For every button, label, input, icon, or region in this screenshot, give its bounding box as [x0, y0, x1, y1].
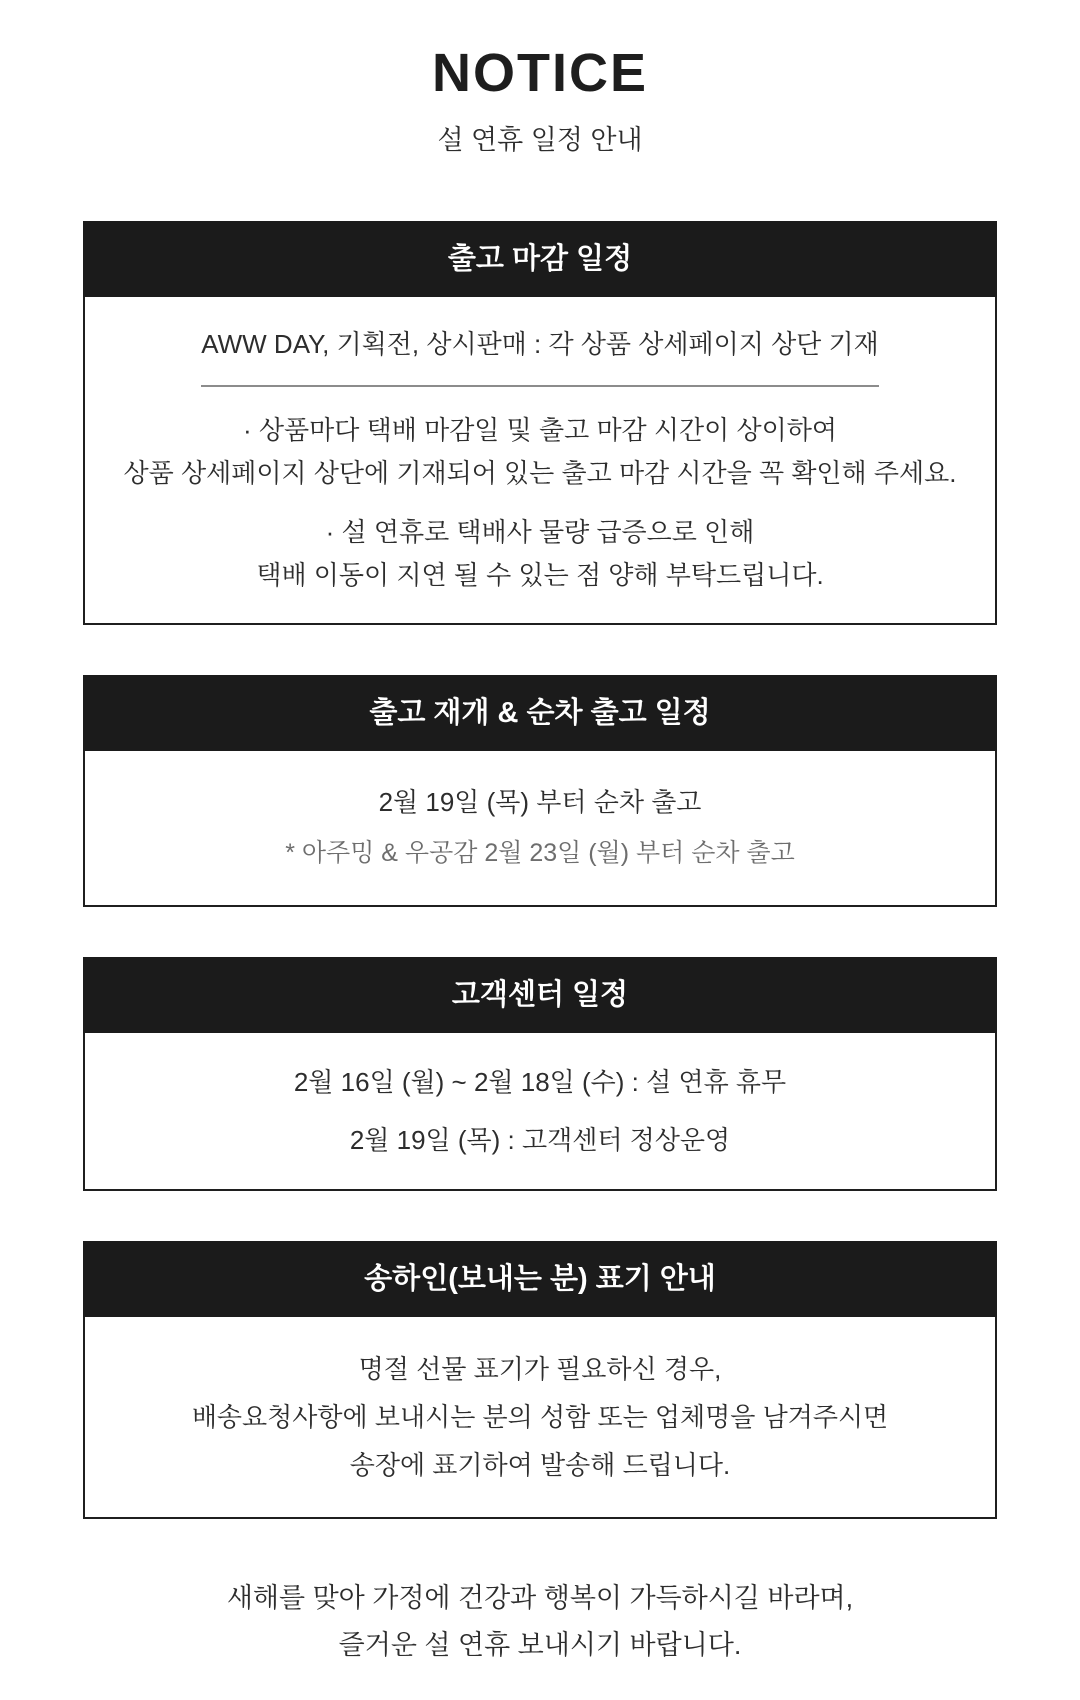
sender-label-line: 송장에 표기하여 발송해 드립니다.: [349, 1450, 731, 1480]
section-sender-label: [83, 1241, 997, 1519]
footer-greeting: [0, 1575, 1080, 1669]
footer-line: 즐거운 설 연휴 보내시기 바랍니다.: [338, 1630, 742, 1660]
shipping-deadline-note-2: [101, 511, 979, 597]
footer-line: 새해를 맞아 가정에 건강과 행복이 가득하시길 바라며,: [226, 1583, 854, 1613]
shipping-deadline-note-1: [101, 409, 979, 495]
section-shipping-deadline-header: 출고 마감 일정: [83, 221, 997, 297]
notice-sections-container: [83, 221, 997, 1519]
note-line: · 설 연휴로 택배사 물량 급증으로 인해: [325, 517, 755, 547]
note-line: · 상품마다 택배 마감일 및 출고 마감 시간이 상이하여: [243, 415, 837, 445]
shipping-resume-note: * 아주밍 & 우공감 2월 23일 (월) 부터 순차 출고: [285, 839, 795, 867]
section-shipping-resume: [83, 675, 997, 907]
shipping-resume-main: 2월 19일 (목) 부터 순차 출고: [378, 787, 702, 817]
sender-label-line: 배송요청사항에 보내시는 분의 성함 또는 업체명을 남겨주시면: [191, 1402, 889, 1432]
section-customer-center-header: 고객센터 일정: [83, 957, 997, 1033]
customer-center-line: 2월 19일 (목) : 고객센터 정상운영: [349, 1125, 731, 1155]
section-shipping-resume-header: 출고 재개 & 순차 출고 일정: [83, 675, 997, 751]
section-customer-center-body: [83, 1033, 997, 1191]
customer-center-line: 2월 16일 (월) ~ 2월 18일 (수) : 설 연휴 휴무: [293, 1067, 787, 1097]
page-title: NOTICE: [431, 43, 648, 103]
section-sender-label-header: 송하인(보내는 분) 표기 안내: [83, 1241, 997, 1317]
section-shipping-resume-body: [83, 751, 997, 907]
shipping-deadline-intro: AWW DAY, 기획전, 상시판매 : 각 상품 상세페이지 상단 기재: [201, 329, 879, 359]
section-sender-label-body: [83, 1317, 997, 1519]
section-customer-center: [83, 957, 997, 1191]
section-divider: [201, 385, 879, 387]
sender-label-line: 명절 선물 표기가 필요하신 경우,: [358, 1354, 722, 1384]
section-shipping-deadline-body: [83, 297, 997, 625]
note-line: 상품 상세페이지 상단에 기재되어 있는 출고 마감 시간을 꼭 확인해 주세요.: [123, 458, 957, 488]
section-shipping-deadline: [83, 221, 997, 625]
note-line: 택배 이동이 지연 될 수 있는 점 양해 부탁드립니다.: [256, 560, 824, 590]
page-subtitle: 설 연휴 일정 안내: [437, 125, 643, 155]
